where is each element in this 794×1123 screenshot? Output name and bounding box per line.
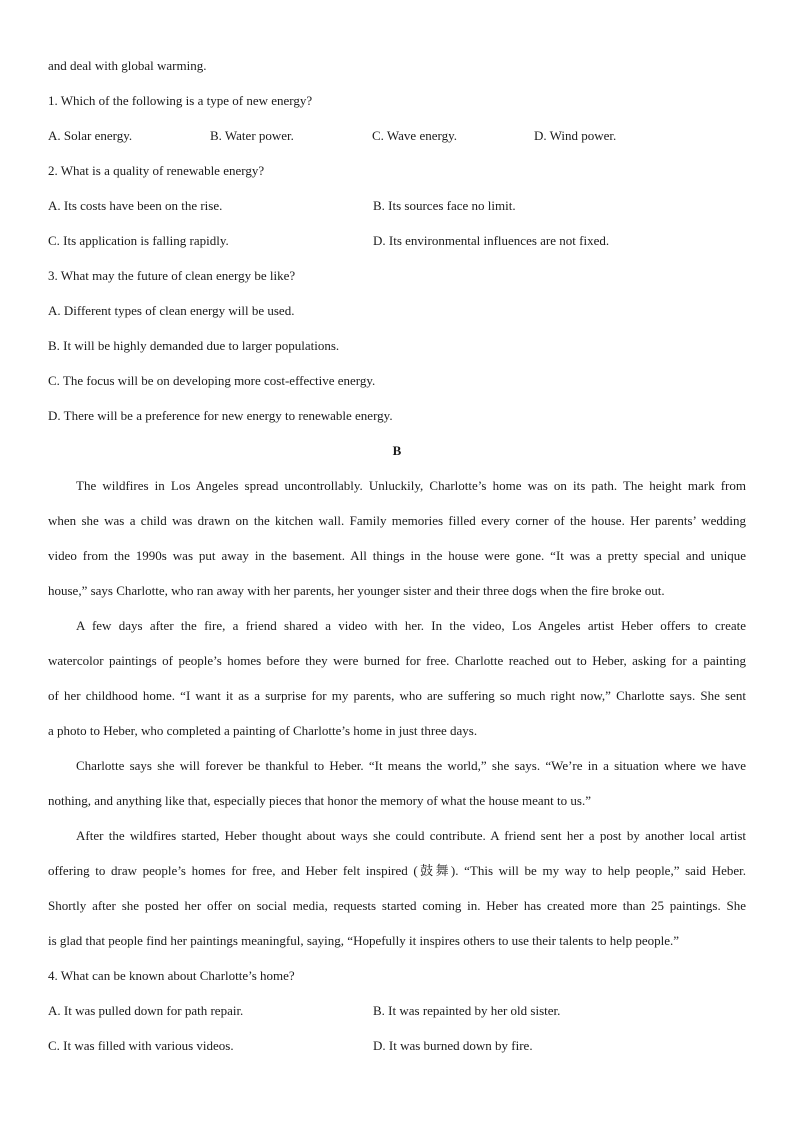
passage-line: a photo to Heber, who completed a painting of Charlotte’s home in just three days. [48, 723, 478, 738]
continuation-text: and deal with global warming. [48, 58, 207, 73]
passage-line: offering to draw people’s homes for free, and Heber felt inspired (鼓舞). “This will be my way to help people,” said Heber. [48, 863, 746, 878]
question-2-options-row-2 [48, 231, 746, 266]
question-2-option-a: A. Its costs have been on the rise. [48, 198, 223, 213]
question-2-stem: 2. What is a quality of renewable energy? [48, 163, 265, 178]
passage-paragraph-4 [48, 826, 746, 966]
passage-line: watercolor paintings of people’s homes before they were burned for free. Charlotte reached out to Heber, asking for a painting [48, 653, 746, 668]
question-1-option-a: A. Solar energy. [48, 128, 133, 143]
question-3-stem: 3. What may the future of clean energy be like? [48, 268, 296, 283]
question-1-stem: 1. Which of the following is a type of new energy? [48, 93, 313, 108]
passage-line: of her childhood home. “I want it as a surprise for my parents, who are suffering so much right now,” Charlotte says. She sent [48, 688, 746, 703]
question-4-stem: 4. What can be known about Charlotte’s home? [48, 968, 295, 983]
question-2-option-d: D. Its environmental influences are not fixed. [373, 233, 610, 248]
question-4-option-c: C. It was filled with various videos. [48, 1038, 234, 1053]
question-4-option-d: D. It was burned down by fire. [373, 1038, 533, 1053]
passage-line: nothing, and anything like that, especially pieces that honor the memory of what the house meant to us.” [48, 793, 591, 808]
question-4-option-a: A. It was pulled down for path repair. [48, 1003, 244, 1018]
passage-line: video from the 1990s was put away in the basement. All things in the house were gone. “It was a pretty special and unique [48, 548, 746, 563]
passage-b [48, 476, 746, 966]
question-1-option-c: C. Wave energy. [372, 128, 457, 143]
question-3-option-d: D. There will be a preference for new energy to renewable energy. [48, 408, 393, 423]
question-3-option-b: B. It will be highly demanded due to larger populations. [48, 338, 340, 353]
question-4-options-row-1 [48, 1001, 746, 1036]
question-2-option-b: B. Its sources face no limit. [373, 198, 516, 213]
question-1-options [48, 126, 746, 161]
question-3-option-c: C. The focus will be on developing more cost-effective energy. [48, 373, 376, 388]
passage-line: After the wildfires started, Heber thought about ways she could contribute. A friend sent her a post by another local artist [76, 828, 746, 843]
question-1-option-b: B. Water power. [210, 128, 294, 143]
passage-line: Shortly after she posted her offer on social media, requests started coming in. Heber has created more than 25 paintings. She [48, 898, 746, 913]
passage-line: when she was a child was drawn on the kitchen wall. Family memories filled every corner of the house. Her parents’ wedding [48, 513, 746, 528]
passage-paragraph-1 [48, 476, 746, 616]
passage-paragraph-3 [48, 756, 746, 826]
passage-paragraph-2 [48, 616, 746, 756]
question-2-options-row-1 [48, 196, 746, 231]
question-2-option-c: C. Its application is falling rapidly. [48, 233, 229, 248]
passage-line: is glad that people find her paintings meaningful, saying, “Hopefully it inspires others to use their talents to help people.” [48, 933, 680, 948]
question-4-options-row-2 [48, 1036, 746, 1071]
section-b-heading: B [392, 443, 402, 458]
question-1-option-d: D. Wind power. [534, 128, 617, 143]
passage-line: house,” says Charlotte, who ran away with her parents, her younger sister and their three dogs when the fire broke out. [48, 583, 665, 598]
question-4-option-b: B. It was repainted by her old sister. [373, 1003, 561, 1018]
passage-line: The wildfires in Los Angeles spread uncontrollably. Unluckily, Charlotte’s home was on its path. The height mark from [76, 478, 746, 493]
passage-line: A few days after the fire, a friend shared a video with her. In the video, Los Angeles artist Heber offers to create [76, 618, 746, 633]
passage-line: Charlotte says she will forever be thankful to Heber. “It means the world,” she says. “We’re in a situation where we have [76, 758, 746, 773]
question-3-option-a: A. Different types of clean energy will be used. [48, 303, 295, 318]
